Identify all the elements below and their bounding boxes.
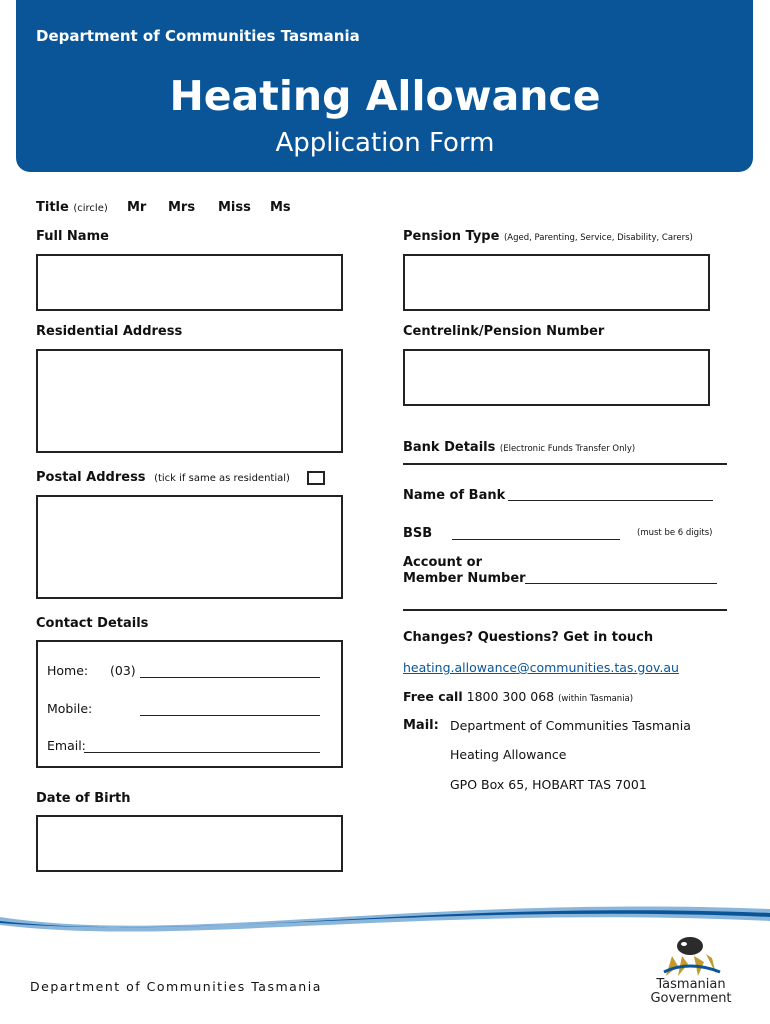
free-call-label: Free call bbox=[403, 689, 463, 704]
postal-address-note: (tick if same as residential) bbox=[154, 473, 290, 484]
bsb-label: BSB bbox=[403, 526, 433, 541]
title-option-mrs[interactable]: Mrs bbox=[168, 200, 196, 215]
footer-wave bbox=[0, 895, 770, 945]
home-phone-label: Home: bbox=[47, 663, 89, 678]
account-label-line2: Member Number bbox=[403, 571, 526, 586]
free-call-line bbox=[403, 689, 633, 704]
logo-line-1: Tasmanian bbox=[656, 977, 726, 992]
email-label: Email: bbox=[47, 738, 86, 753]
mail-line-2: Heating Allowance bbox=[450, 747, 567, 762]
contact-heading: Changes? Questions? Get in touch bbox=[403, 630, 654, 645]
email-input[interactable] bbox=[84, 739, 320, 753]
header-department: Department of Communities Tasmania bbox=[36, 27, 360, 45]
name-of-bank-label: Name of Bank bbox=[403, 488, 506, 503]
postal-address-field[interactable] bbox=[36, 495, 343, 599]
pension-type-label: Pension Type (Aged, Parenting, Service, Disability, Carers) bbox=[403, 229, 693, 244]
free-call-note: (within Tasmania) bbox=[558, 694, 634, 704]
home-phone-input[interactable] bbox=[140, 664, 320, 678]
full-name-label: Full Name bbox=[36, 229, 109, 244]
mobile-input[interactable] bbox=[140, 702, 320, 716]
date-of-birth-field[interactable] bbox=[36, 815, 343, 872]
account-label-line1: Account or bbox=[403, 555, 482, 570]
contact-email-link[interactable]: heating.allowance@communities.tas.gov.au bbox=[403, 660, 679, 675]
bank-bottom-divider bbox=[403, 609, 727, 611]
account-number-input[interactable] bbox=[525, 570, 717, 584]
bsb-note: (must be 6 digits) bbox=[637, 528, 713, 538]
title-option-miss[interactable]: Miss bbox=[218, 200, 251, 215]
mail-label: Mail: bbox=[403, 718, 439, 733]
date-of-birth-label: Date of Birth bbox=[36, 791, 131, 806]
pension-type-field[interactable] bbox=[403, 254, 710, 311]
title-note: (circle) bbox=[73, 203, 108, 214]
title-option-mr[interactable]: Mr bbox=[127, 200, 147, 215]
pension-type-note: (Aged, Parenting, Service, Disability, Carers) bbox=[503, 233, 693, 243]
mail-line-3: GPO Box 65, HOBART TAS 7001 bbox=[450, 777, 647, 792]
postal-address-label: Postal Address (tick if same as residential) bbox=[36, 470, 290, 485]
contact-details-label: Contact Details bbox=[36, 616, 149, 631]
bank-top-divider bbox=[403, 463, 727, 465]
same-as-residential-checkbox[interactable] bbox=[307, 471, 325, 485]
logo-line-2: Government bbox=[650, 991, 732, 1006]
bsb-input[interactable] bbox=[452, 526, 620, 540]
residential-address-label: Residential Address bbox=[36, 324, 183, 339]
residential-address-field[interactable] bbox=[36, 349, 343, 453]
bank-details-note: (Electronic Funds Transfer Only) bbox=[499, 444, 636, 454]
centrelink-field[interactable] bbox=[403, 349, 710, 406]
free-call-number: 1800 300 068 bbox=[466, 689, 555, 704]
footer-department: Department of Communities Tasmania bbox=[30, 979, 322, 994]
name-of-bank-input[interactable] bbox=[508, 487, 713, 501]
bank-details-label: Bank Details (Electronic Funds Transfer Only) bbox=[403, 440, 636, 455]
full-name-field[interactable] bbox=[36, 254, 343, 311]
mobile-label: Mobile: bbox=[47, 701, 93, 716]
tasmanian-government-logo-text bbox=[645, 978, 737, 1006]
page-subtitle: Application Form bbox=[275, 128, 495, 158]
page-title: Heating Allowance bbox=[169, 72, 601, 120]
home-phone-prefix: (03) bbox=[110, 663, 136, 678]
tasmanian-devil-logo-icon bbox=[660, 928, 722, 978]
title-label: Title (circle) bbox=[36, 200, 108, 215]
centrelink-label: Centrelink/Pension Number bbox=[403, 324, 605, 339]
mail-line-1: Department of Communities Tasmania bbox=[450, 718, 691, 733]
title-option-ms[interactable]: Ms bbox=[270, 200, 291, 215]
